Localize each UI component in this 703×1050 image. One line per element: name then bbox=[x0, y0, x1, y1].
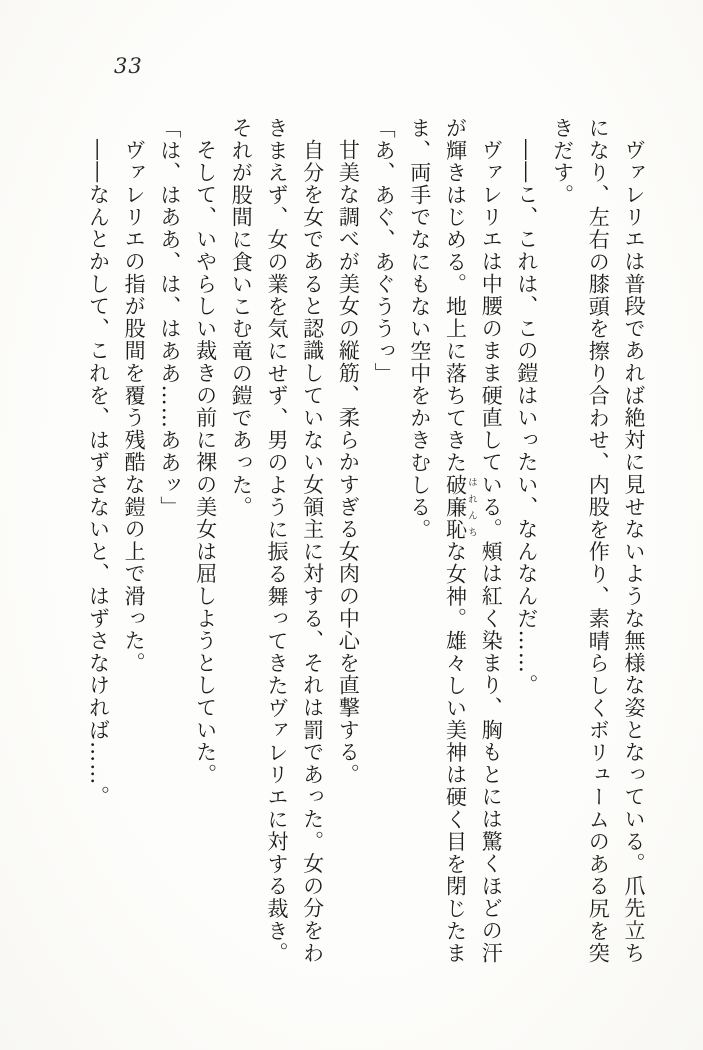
paragraph: ヴァレリエは普段であれば絶対に見せないような無様な姿となっている。爪先立ちになり、左右の膝頭を擦り合わせ、内股を作り、素晴らしくボリュームのある尻を突きだす。 bbox=[550, 117, 646, 965]
paragraph-inner-monologue: ――なんとかして、これを、はずさないと、はずさなければ……。 bbox=[86, 139, 111, 809]
vertical-text-block bbox=[77, 117, 651, 965]
paragraph-with-furigana bbox=[401, 117, 508, 965]
ruby-annotated-word bbox=[443, 473, 477, 541]
paragraph: 自分を女であると認識していない女領主に対する、それは罰であった。女の分をわきまえず、女の業を気にせず、男のように振る舞ってきたヴァレリエに対する裁き。それが股間に食いこむ竜の鎧であった。 bbox=[229, 117, 325, 965]
paragraph-inner-monologue: ――こ、これは、この鎧はいったい、なんなんだ……。 bbox=[514, 139, 539, 697]
paragraph-dialogue: 「あ、あぐ、あぐううっ」 bbox=[372, 117, 397, 385]
paragraph: ヴァレリエの指が股間を覆う残酷な鎧の上で滑った。 bbox=[122, 139, 147, 675]
ruby-before-text: ヴァレリエは中腰のまま硬直している。頰は紅く染まり、胸もとには驚くほどの汗が輝きはじめる。地上に落ちてきた bbox=[443, 117, 504, 965]
page-number: 33 bbox=[114, 54, 143, 78]
paragraph-dialogue: 「は、はああ、は、はああ……ああッ」 bbox=[157, 117, 182, 519]
ruby-base-text: 破廉恥 bbox=[443, 473, 468, 541]
paragraph: そして、いやらしい裁きの前に裸の美女は屈しようとしていた。 bbox=[193, 139, 218, 786]
paragraph: 甘美な調べが美女の縦筋、柔らかすぎる女肉の中心を直撃する。 bbox=[336, 139, 361, 786]
ruby-after-text: な女神。雄々しい美神は硬く目を閉じたまま、両手でなにもない空中をかきむしる。 bbox=[407, 117, 468, 965]
furigana-text: はれんち bbox=[465, 473, 477, 541]
